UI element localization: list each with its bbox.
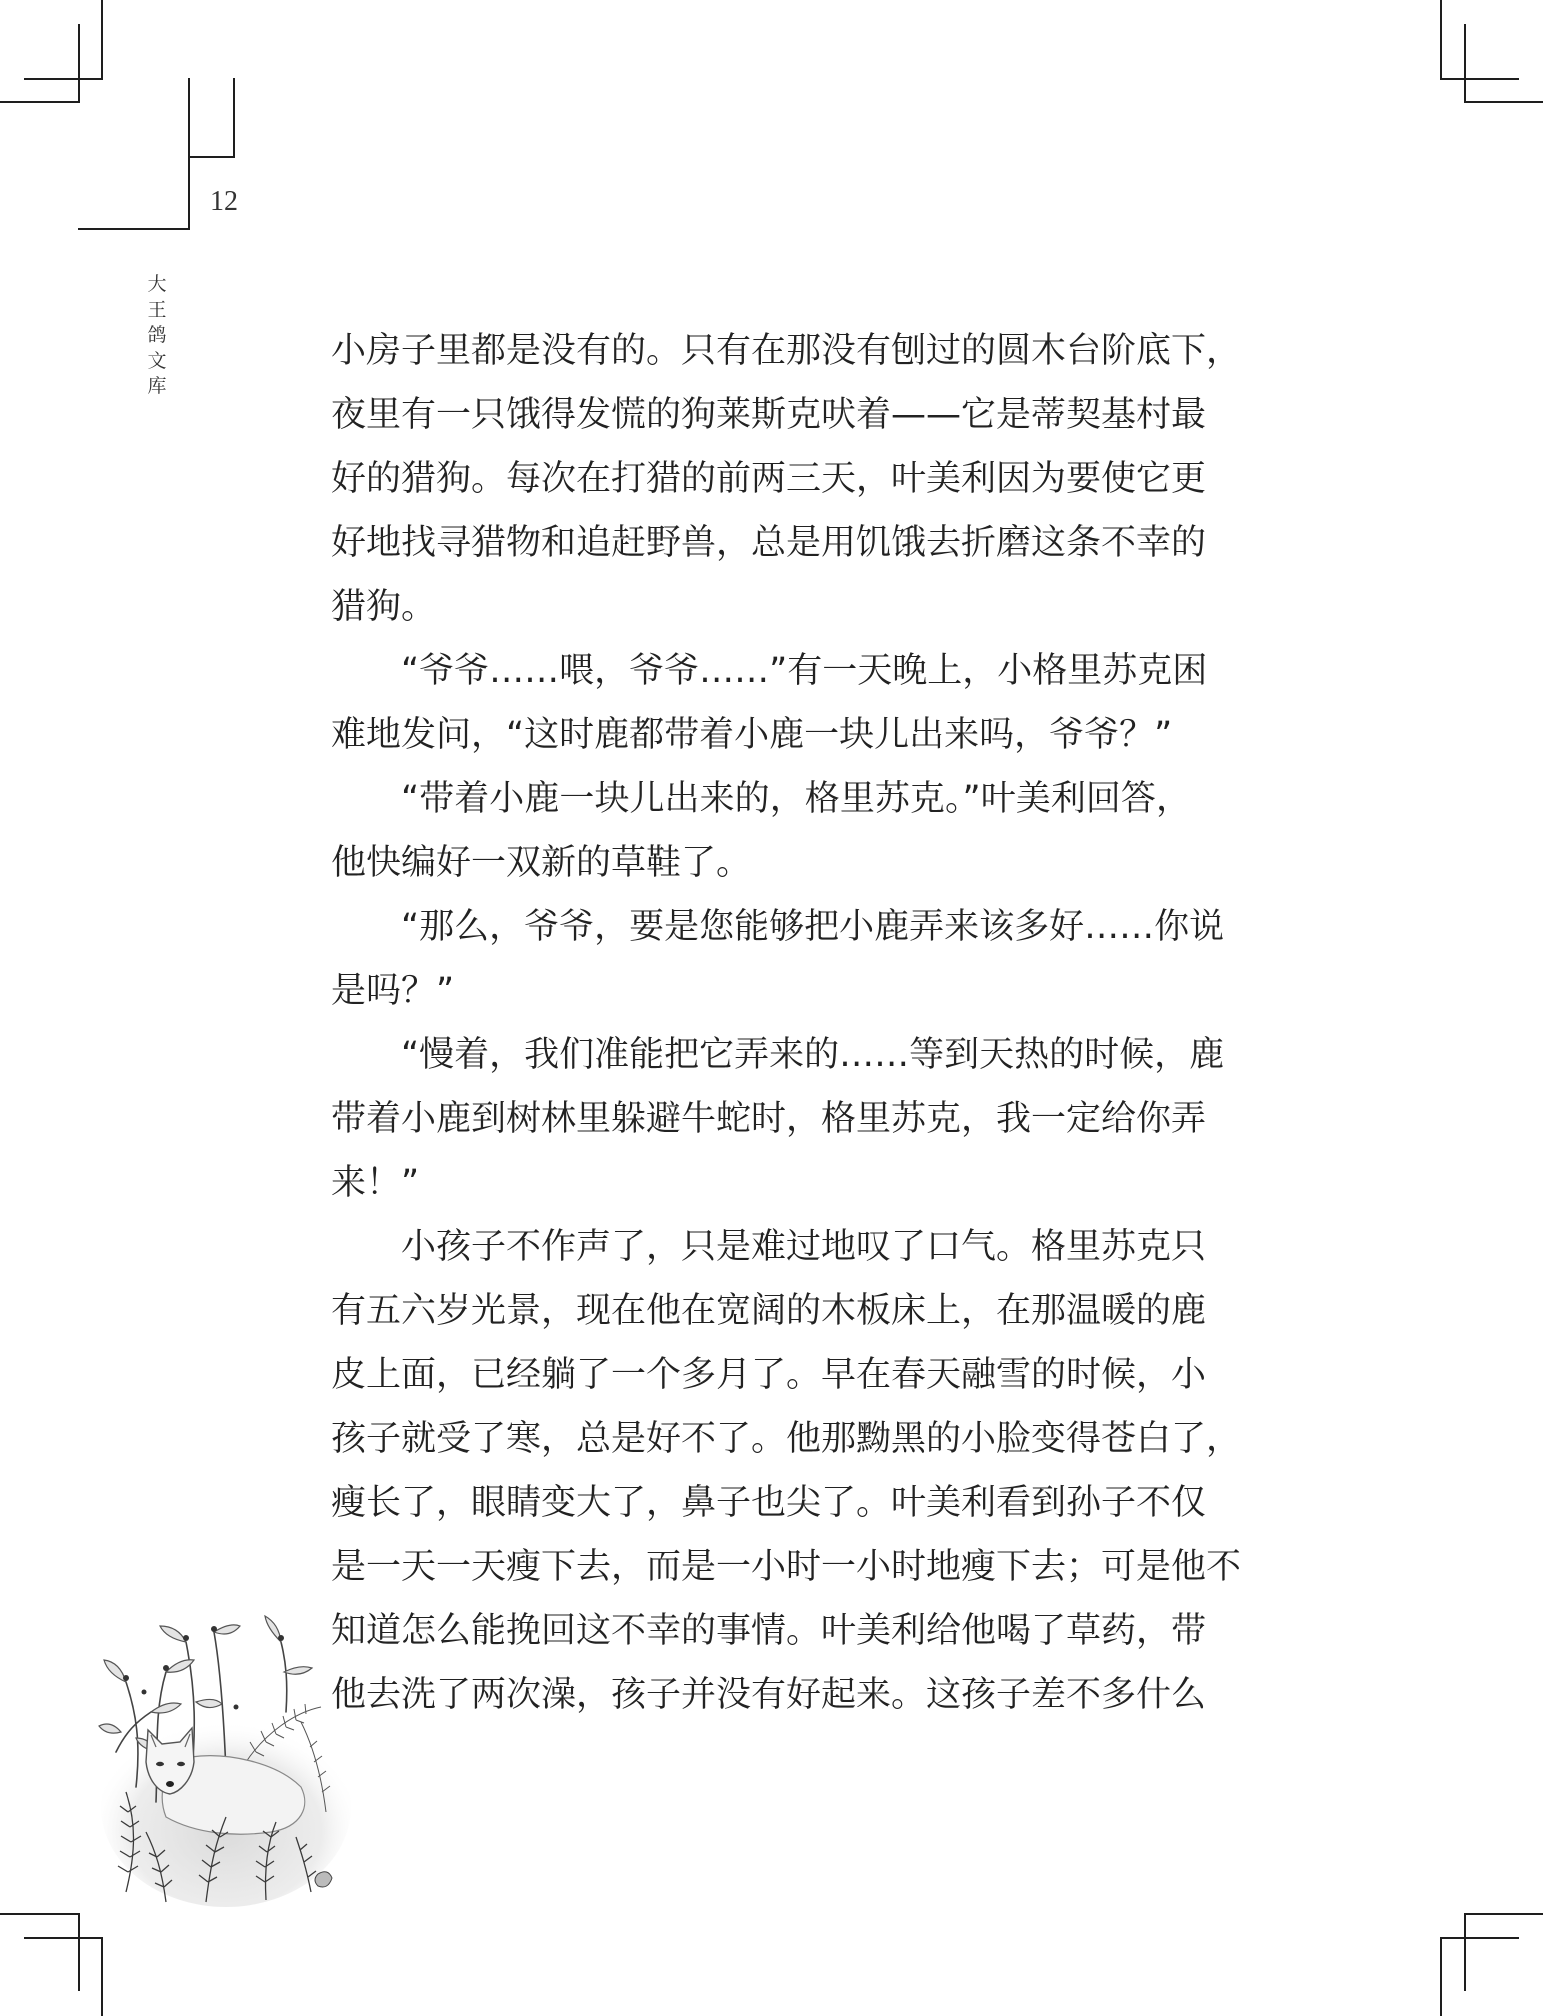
crop-mark	[1440, 1937, 1519, 1939]
text-line: 小房子里都是没有的。只有在那没有刨过的圆木台阶底下，	[331, 331, 1242, 371]
crop-mark	[78, 1913, 80, 1991]
crop-mark	[1440, 78, 1519, 80]
text-line: 皮上面，已经躺了一个多月了。早在春天融雪的时候，小	[331, 1355, 1207, 1395]
text-line: 是一天一天瘦下去，而是一小时一小时地瘦下去；可是他不	[331, 1547, 1242, 1587]
text-line: 他去洗了两次澡，孩子并没有好起来。这孩子差不多什么	[331, 1675, 1207, 1715]
crop-mark	[0, 1913, 80, 1915]
series-title-char: 王	[147, 298, 167, 321]
text-line: 是吗？”	[331, 971, 455, 1011]
page-number: 12	[210, 186, 238, 217]
crop-mark	[24, 78, 103, 80]
text-line: 好地找寻猎物和追赶野兽，总是用饥饿去折磨这条不幸的	[331, 523, 1207, 563]
fox-illustration	[96, 1612, 356, 1912]
text-line: 瘦长了，眼睛变大了，鼻子也尖了。叶美利看到孙子不仅	[331, 1483, 1207, 1523]
text-line: 夜里有一只饿得发慌的狗莱斯克吠着——它是蒂契基村最	[331, 395, 1207, 435]
text-line: “爷爷……喂，爷爷……”有一天晚上，小格里苏克困	[401, 651, 1208, 691]
series-title-char: 大	[147, 273, 167, 295]
header-rule	[78, 228, 190, 230]
crop-mark	[24, 1937, 103, 1939]
crop-mark	[0, 101, 80, 103]
crop-mark	[1464, 101, 1543, 103]
fox-sketch-icon	[96, 1612, 356, 1912]
header-rule	[188, 78, 190, 230]
body-text	[331, 326, 1242, 1734]
text-line: 猎狗。	[331, 587, 437, 627]
series-title	[146, 272, 168, 400]
series-title-char: 鸽	[147, 324, 167, 346]
text-line: 难地发问，“这时鹿都带着小鹿一块儿出来吗，爷爷？”	[331, 715, 1173, 755]
crop-mark	[1464, 1913, 1543, 1915]
crop-mark	[1440, 1937, 1442, 2016]
crop-mark	[101, 1937, 103, 2016]
crop-mark	[78, 24, 80, 103]
text-line: 孩子就受了寒，总是好不了。他那黝黑的小脸变得苍白了，	[331, 1419, 1242, 1459]
crop-mark	[1440, 0, 1442, 79]
text-line: “慢着，我们准能把它弄来的……等到天热的时候，鹿	[401, 1035, 1225, 1075]
series-title-char: 文	[147, 349, 167, 372]
text-line: 他快编好一双新的草鞋了。	[331, 843, 752, 883]
text-line: 带着小鹿到树林里躲避牛蛇时，格里苏克，我一定给你弄	[331, 1099, 1207, 1139]
text-line: 好的猎狗。每次在打猎的前两三天，叶美利因为要使它更	[331, 459, 1207, 499]
header-rule	[233, 78, 235, 158]
text-line: 知道怎么能挽回这不幸的事情。叶美利给他喝了草药，带	[331, 1611, 1207, 1651]
crop-mark	[101, 0, 103, 79]
crop-mark	[1464, 24, 1466, 103]
series-title-char: 库	[147, 375, 167, 397]
text-line: “带着小鹿一块儿出来的，格里苏克。”叶美利回答，	[401, 779, 1191, 819]
header-rule	[188, 156, 235, 158]
text-line: 有五六岁光景，现在他在宽阔的木板床上，在那温暖的鹿	[331, 1291, 1207, 1331]
crop-mark	[1464, 1913, 1466, 1991]
text-line: 小孩子不作声了，只是难过地叹了口气。格里苏克只	[401, 1227, 1207, 1267]
text-line: 来！”	[331, 1163, 420, 1203]
text-line: “那么，爷爷，要是您能够把小鹿弄来该多好……你说	[401, 907, 1225, 947]
